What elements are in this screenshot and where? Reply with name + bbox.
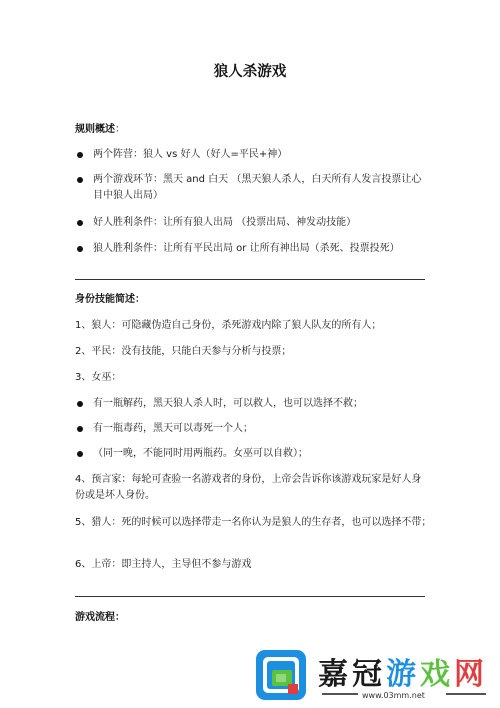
rules-item-text: 狼人胜利条件：让所有平民出局 or 让所有神出局（杀死、投票投死） [93,243,400,254]
section-divider [75,279,425,280]
bullet-dot [77,401,83,407]
svg-text:游: 游 [386,657,416,692]
roles-heading: 身份技能简述： [75,294,145,305]
rules-item [75,215,430,231]
role-hunter: 5、猎人：死的时候可以选择带走一名你认为是狼人的生存者，也可以选择不带； [75,517,432,528]
rules-item-text: 两个游戏环节：黑天 and 白天 （黑天狼人杀人，白天所有人发言投票让心目中狼人出局） [93,174,422,201]
flow-heading: 游戏流程： [75,612,125,623]
rules-item [75,241,430,257]
role-witch: 3、女巫： [75,372,122,383]
role-villager: 2、平民：没有技能，只能白天参与分析与投票； [75,346,292,357]
bullet-dot [77,246,83,252]
bullet-dot [77,451,83,457]
bullet-dot [77,426,83,432]
bullet-dot [77,220,83,226]
role-wolf: 1、狼人：可隐藏伪造自己身份，杀死游戏内除了狼人队友的所有人； [75,320,382,331]
rules-item [75,147,430,163]
svg-text:网: 网 [454,657,484,692]
section-divider [75,596,425,597]
witch-item-text: 有一瓶毒药，黑天可以毒死一个人； [93,423,253,434]
rules-heading [75,122,125,138]
witch-item [75,446,430,462]
svg-text:戏: 戏 [420,657,450,692]
witch-item-text: 有一瓶解药，黑天狼人杀人时，可以救人，也可以选择不救； [93,398,363,409]
svg-text:冠: 冠 [352,657,382,692]
rules-heading-text: 规则概述 [75,124,115,135]
watermark-logo-icon [254,648,308,702]
watermark-url: www.03mm.net [362,691,425,700]
witch-item [75,396,430,412]
svg-text:嘉: 嘉 [318,657,348,692]
rules-heading-colon: ： [115,124,125,135]
rules-item-text: 好人胜利条件：让所有狼人出局 （投票出局、神发动技能） [93,217,357,228]
witch-item [75,421,430,437]
rules-item [75,172,430,204]
role-seer: 4、预言家：每轮可查验一名游戏者的身份，上帝会告诉你该游戏玩家是好人身份或是坏人身份。 [75,474,422,501]
bullet-dot [77,152,83,158]
role-god: 6、上帝：即主持人，主导但不参与游戏 [75,559,252,570]
witch-item-text: （同一晚，不能同时用两瓶药。女巫可以自救）； [93,448,308,459]
rules-item-text: 两个阵营：狼人 vs 好人（好人=平民+神） [93,149,288,160]
document-title: 狼人杀游戏 [213,64,287,80]
bullet-dot [77,177,83,183]
